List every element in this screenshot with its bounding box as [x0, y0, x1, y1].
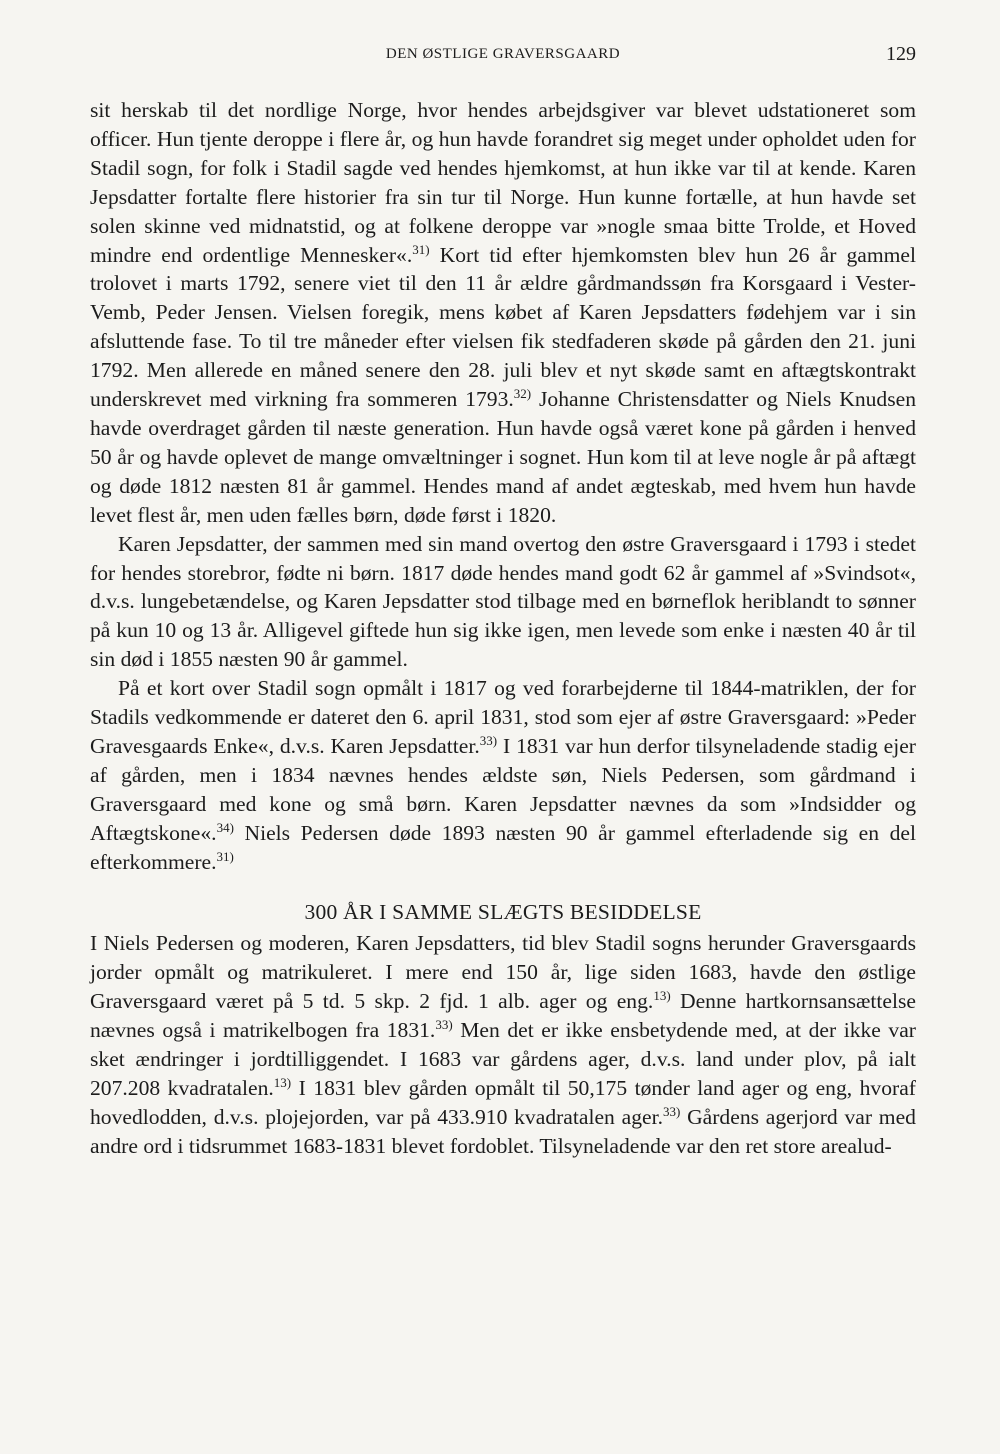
paragraph-3 — [90, 674, 916, 876]
paragraph-1 — [90, 96, 916, 530]
footnote-ref: 31) — [412, 241, 430, 257]
paragraph-2 — [90, 530, 916, 675]
section-paragraph-1 — [90, 929, 916, 1160]
running-title: DEN ØSTLIGE GRAVERSGAARD — [385, 46, 621, 62]
text-run: Kort tid efter hjemkomsten blev hun 26 år gammel trolovet i marts 1792, senere viet til den 11 år ældre gårdmandssøn fra Korsgaard i Vester-Vemb, Peder Jensen. Vielsen foregik, mens købet af Karen Jepsdatters fødehjem var i sin afsluttende fase. To til tre måneder efter vielsen fik stedfaderen skøde på gården den 21. juni 1792. Men allerede en måned senere den 28. juli blev et nyt skøde samt en aftægtskontrakt underskrevet med virkning fra sommeren 1793. — [90, 242, 917, 412]
text-run: sit herskab til det nordlige Norge, hvor hendes arbejdsgiver var blevet udstationeret som officer. Hun tjente deroppe i flere år, og hun havde forandret sig meget under opholdet uden for Stadil sogn, for folk i Stadil sagde ved hendes hjemkomst, at hun ikke var til at kende. Karen Jepsdatter fortalte flere historier fra sin tur til Norge. Hun kunne fortælle, at hun havde set solen skinne ved midnatstid, og at folkene deroppe var »nogle smaa bitte Trolde, et Hoved mindre end ordentlige Mennesker«. — [90, 98, 916, 267]
text-run: Men det er ikke ensbetydende med, at der ikke var sket ændringer i jordtilliggendet. I 1683 var gårdens ager, d.v.s. land under plov, på ialt 207.208 kvadratalen. — [90, 1018, 916, 1100]
footnote-ref: 33) — [662, 1103, 681, 1119]
text-run: Johanne Christensdatter og Niels Knudsen havde overdraget gården til næste generation. Hun havde også været kone på gården i henved 50 år og havde oplevet de mange omvæltninger i sognet. Hun kom til at leve nogle år på aftægt og døde 1812 næsten 81 år gammel. Hendes mand af andet ægteskab, med hvem hun havde levet flest år, men uden fælles børn, døde først i 1820. — [90, 387, 916, 527]
footnote-ref: 13) — [653, 988, 671, 1004]
text-run: Gårdens agerjord var med andre ord i tidsrummet 1683-1831 blevet fordoblet. Tilsyneladende var den ret store arealud- — [90, 1104, 916, 1158]
page-number: 129 — [886, 43, 916, 65]
text-run: Denne hartkornsansættelse nævnes også i matrikelbogen fra 1831. — [90, 989, 917, 1043]
text-run: I 1831 var hun derfor tilsyneladende stadig ejer af gården, men i 1834 nævnes hendes ældste søn, Niels Pedersen, som gårdmand i Graversgaard med kone og små børn. Karen Jepsdatter nævnes da som »Indsidder og Aftægtskone«. — [90, 733, 916, 845]
footnote-ref: 33) — [479, 732, 498, 748]
footnote-ref: 34) — [216, 819, 234, 835]
footnote-ref: 31) — [216, 848, 234, 864]
text-run: I 1831 blev gården opmålt til 50,175 tønder land ager og eng, hvoraf hovedlodden, d.v.s. plojejorden, var på 433.910 kvadratalen ager. — [90, 1075, 916, 1129]
section-heading: 300 ÅR I SAMME SLÆGTS BESIDDELSE — [304, 900, 702, 925]
footnote-ref: 32) — [513, 386, 532, 402]
text-run: I Niels Pedersen og moderen, Karen Jepsdatters, tid blev Stadil sogns herunder Graversgaards jorder opmålt og matrikuleret. I mere end 150 år, lige siden 1683, havde den østlige Graversgaard været på 5 td. 5 skp. 2 fjd. 1 alb. ager og eng. — [90, 931, 916, 1014]
text-run: Karen Jepsdatter, der sammen med sin mand overtog den østre Graversgaard i 1793 i stedet for hendes storebror, fødte ni børn. 1817 døde hendes mand godt 62 år gammel af »Svindsot«, d.v.s. lungebetændelse, og Karen Jepsdatter stod tilbage med en børneflok heriblandt to sønner på kun 10 og 13 år. Alligevel giftede hun sig ikke igen, men levede som enke i næsten 40 år til sin død i 1855 næsten 90 år gammel. — [90, 531, 916, 672]
text-run: På et kort over Stadil sogn opmålt i 1817 og ved forarbejderne til 1844-matriklen, der for Stadils vedkommende er dateret den 6. april 1831, stod som ejer af østre Graversgaard: »Peder Gravesgaards Enke«, d.v.s. Karen Jepsdatter. — [90, 676, 916, 758]
page-header — [90, 43, 916, 76]
page-body — [90, 96, 916, 1161]
footnote-ref: 33) — [435, 1017, 453, 1033]
footnote-ref: 13) — [273, 1074, 292, 1090]
text-run: Niels Pedersen døde 1893 næsten 90 år gammel efterladende sig en del efterkommere. — [90, 820, 916, 874]
